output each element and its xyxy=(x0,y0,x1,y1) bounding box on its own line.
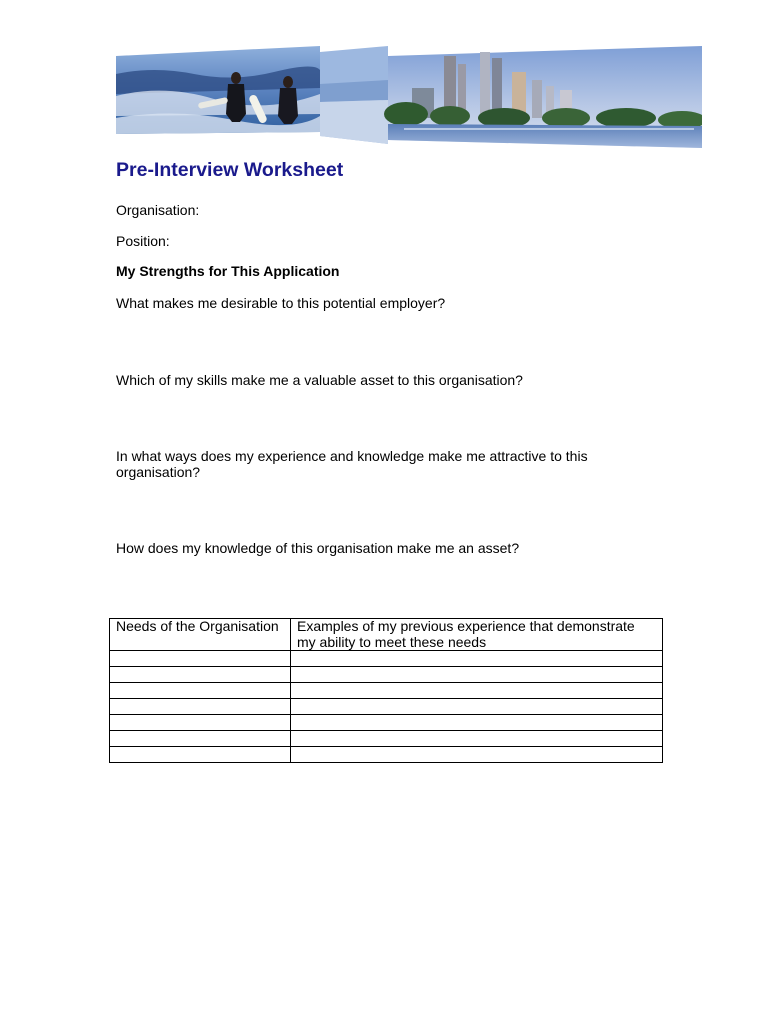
table-row xyxy=(110,683,663,699)
question-experience: In what ways does my experience and knowledge make me attractive to this organisation? xyxy=(116,448,588,480)
question-knowledge: How does my knowledge of this organisation make me an asset? xyxy=(116,540,520,556)
surfers-photo xyxy=(116,46,320,134)
header-examples-of-experience: Examples of my previous experience that demonstrate my ability to meet these needs xyxy=(291,619,663,651)
beach-photo xyxy=(320,46,388,144)
organisation-label: Organisation: xyxy=(116,202,200,218)
examples-cell xyxy=(291,699,663,715)
examples-cell xyxy=(291,715,663,731)
table-header-row xyxy=(110,619,663,651)
examples-cell xyxy=(291,683,663,699)
page-title: Pre-Interview Worksheet xyxy=(116,159,344,181)
examples-cell xyxy=(291,667,663,683)
examples-cell xyxy=(291,747,663,763)
position-label: Position: xyxy=(116,233,170,249)
question-desirable: What makes me desirable to this potential employer? xyxy=(116,295,446,311)
table-row xyxy=(110,667,663,683)
examples-cell xyxy=(291,651,663,667)
needs-cell xyxy=(110,715,291,731)
question-skills: Which of my skills make me a valuable asset to this organisation? xyxy=(116,372,523,388)
header-banner-image xyxy=(114,44,702,148)
table-row xyxy=(110,747,663,763)
city-skyline-photo xyxy=(384,46,702,148)
table-row xyxy=(110,715,663,731)
table-row xyxy=(110,699,663,715)
table-row xyxy=(110,731,663,747)
needs-cell xyxy=(110,699,291,715)
header-needs-of-organisation: Needs of the Organisation xyxy=(110,619,291,651)
section-heading: My Strengths for This Application xyxy=(116,263,340,279)
needs-table xyxy=(109,618,663,763)
needs-cell xyxy=(110,651,291,667)
needs-cell xyxy=(110,667,291,683)
needs-cell xyxy=(110,747,291,763)
examples-cell xyxy=(291,731,663,747)
table-row xyxy=(110,651,663,667)
needs-cell xyxy=(110,731,291,747)
needs-cell xyxy=(110,683,291,699)
